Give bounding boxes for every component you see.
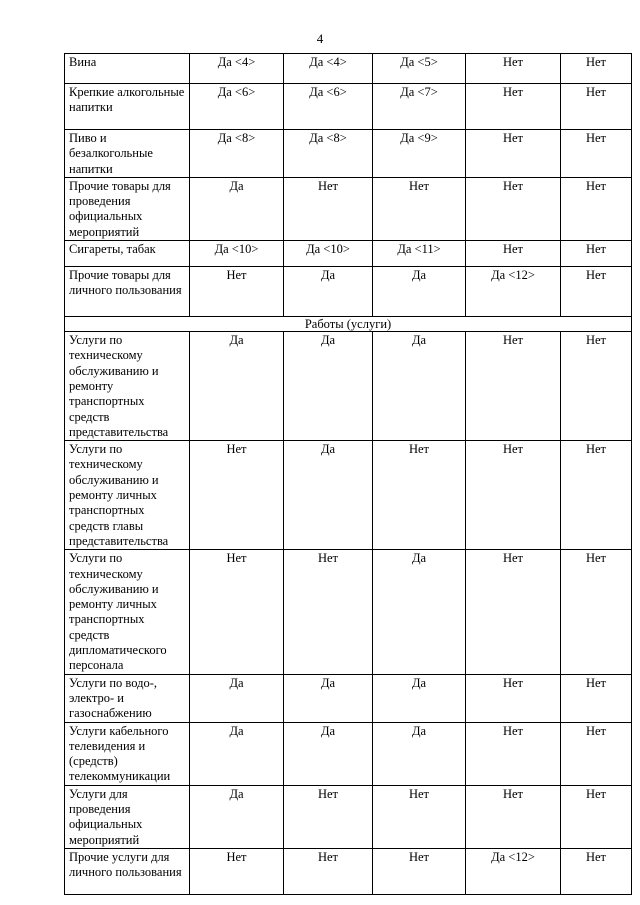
table-cell: Да xyxy=(373,674,466,722)
table-cell: Да <12> xyxy=(466,267,561,317)
section-header-row xyxy=(65,317,632,332)
row-label: Услуги по техническому обслуживанию и ремонту транспортных средств представительства xyxy=(65,332,190,441)
table-cell: Да <8> xyxy=(284,130,373,178)
table-cell: Да <5> xyxy=(373,54,466,84)
row-label: Пиво и безалкогольные напитки xyxy=(65,130,190,178)
table-cell: Нет xyxy=(466,441,561,550)
page-number: 4 xyxy=(316,31,324,46)
table-cell: Нет xyxy=(561,722,632,785)
row-label: Вина xyxy=(65,54,190,84)
table-cell: Нет xyxy=(561,54,632,84)
table-cell: Да <11> xyxy=(373,241,466,267)
table-cell: Нет xyxy=(561,332,632,441)
table-cell: Да xyxy=(190,332,284,441)
table-cell: Нет xyxy=(190,267,284,317)
table-cell: Да xyxy=(373,550,466,674)
table-cell: Да xyxy=(284,722,373,785)
table-cell: Нет xyxy=(190,441,284,550)
row-label: Прочие товары для проведения официальных мероприятий xyxy=(65,177,190,240)
table-cell: Да <10> xyxy=(190,241,284,267)
table-cell: Нет xyxy=(561,130,632,178)
table-cell: Да xyxy=(284,332,373,441)
table-cell: Да xyxy=(373,722,466,785)
table-cell: Нет xyxy=(561,241,632,267)
table-row xyxy=(65,722,632,785)
table-row xyxy=(65,84,632,130)
table-cell: Нет xyxy=(561,785,632,848)
table-cell: Нет xyxy=(466,785,561,848)
table-cell: Нет xyxy=(561,177,632,240)
table-cell: Нет xyxy=(561,848,632,894)
table-cell: Да xyxy=(373,332,466,441)
table-cell: Да xyxy=(190,674,284,722)
row-label: Услуги по техническому обслуживанию и ремонту личных транспортных средств главы представительства xyxy=(65,441,190,550)
row-label: Услуги кабельного телевидения и (средств) телекоммуникации xyxy=(65,722,190,785)
table-cell: Да xyxy=(284,441,373,550)
table-cell: Нет xyxy=(561,441,632,550)
row-label: Прочие услуги для личного пользования xyxy=(65,848,190,894)
section-title: Работы (услуги) xyxy=(65,317,632,332)
table-row xyxy=(65,177,632,240)
row-label: Прочие товары для личного пользования xyxy=(65,267,190,317)
table-row xyxy=(65,550,632,674)
table-cell: Да xyxy=(284,674,373,722)
table-row xyxy=(65,848,632,894)
table-row xyxy=(65,785,632,848)
table-cell: Да <6> xyxy=(284,84,373,130)
table-cell: Нет xyxy=(284,848,373,894)
table-cell: Нет xyxy=(284,177,373,240)
table-cell: Да xyxy=(284,267,373,317)
row-label: Крепкие алкогольные напитки xyxy=(65,84,190,130)
exemption-table xyxy=(64,53,632,895)
table-cell: Нет xyxy=(466,177,561,240)
table-cell: Нет xyxy=(561,550,632,674)
table-cell: Да xyxy=(190,177,284,240)
table-cell: Да <7> xyxy=(373,84,466,130)
row-label: Сигареты, табак xyxy=(65,241,190,267)
table-row xyxy=(65,54,632,84)
table-cell: Нет xyxy=(466,674,561,722)
table-cell: Нет xyxy=(466,84,561,130)
row-label: Услуги для проведения официальных мероприятий xyxy=(65,785,190,848)
table-cell: Нет xyxy=(373,441,466,550)
table-cell: Нет xyxy=(561,267,632,317)
table-row xyxy=(65,267,632,317)
table-cell: Да xyxy=(190,785,284,848)
table-row xyxy=(65,674,632,722)
table-cell: Да xyxy=(190,722,284,785)
table-cell: Да <6> xyxy=(190,84,284,130)
table-row xyxy=(65,441,632,550)
table-cell: Нет xyxy=(466,332,561,441)
table-cell: Да <9> xyxy=(373,130,466,178)
table-cell: Нет xyxy=(561,674,632,722)
table-cell: Да xyxy=(373,267,466,317)
table-cell: Нет xyxy=(561,84,632,130)
table-cell: Да <8> xyxy=(190,130,284,178)
table-cell: Нет xyxy=(466,130,561,178)
table-cell: Нет xyxy=(466,54,561,84)
table-cell: Нет xyxy=(466,550,561,674)
table-row xyxy=(65,241,632,267)
table-cell: Да <4> xyxy=(284,54,373,84)
table-cell: Да <4> xyxy=(190,54,284,84)
table-cell: Нет xyxy=(190,550,284,674)
table-cell: Нет xyxy=(373,177,466,240)
table-cell: Нет xyxy=(284,550,373,674)
row-label: Услуги по техническому обслуживанию и ремонту личных транспортных средств дипломатического персонала xyxy=(65,550,190,674)
table-cell: Да <12> xyxy=(466,848,561,894)
row-label: Услуги по водо-, электро- и газоснабжению xyxy=(65,674,190,722)
table-row xyxy=(65,332,632,441)
table-cell: Нет xyxy=(373,785,466,848)
table-cell: Нет xyxy=(466,722,561,785)
table-row xyxy=(65,130,632,178)
table-cell: Нет xyxy=(190,848,284,894)
table-cell: Нет xyxy=(373,848,466,894)
table-cell: Нет xyxy=(466,241,561,267)
table-cell: Нет xyxy=(284,785,373,848)
table-cell: Да <10> xyxy=(284,241,373,267)
